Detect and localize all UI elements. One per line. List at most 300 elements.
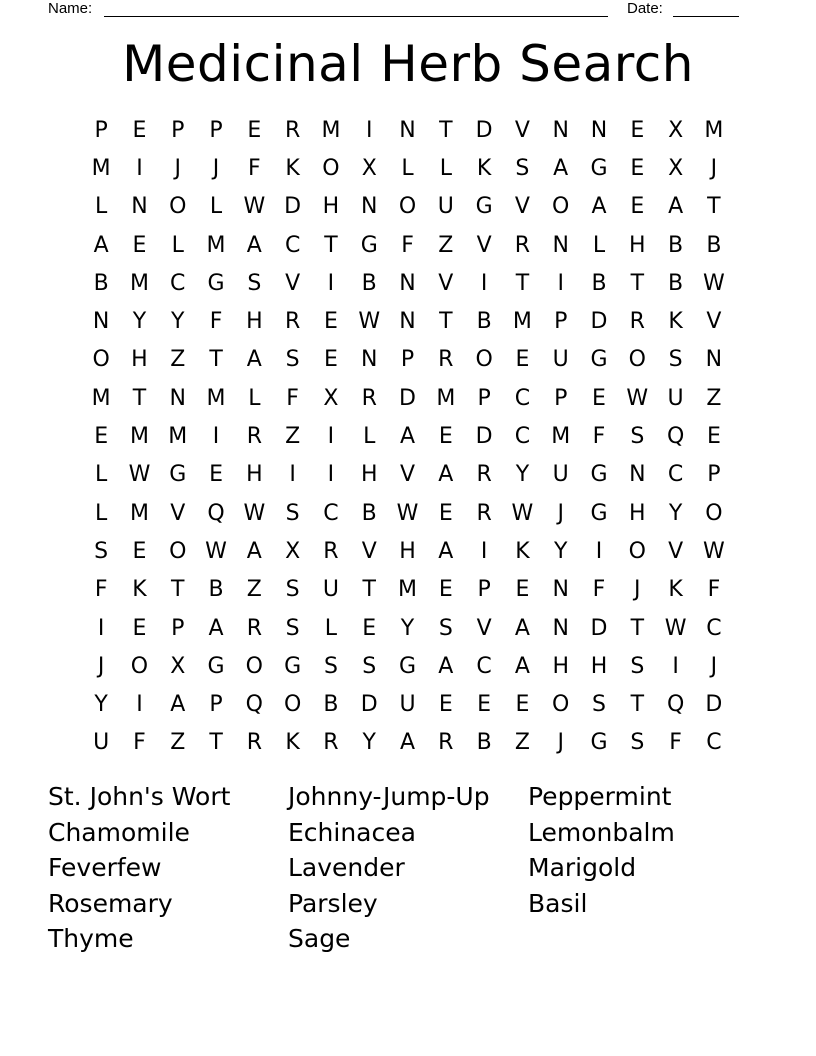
grid-cell[interactable]: T xyxy=(324,232,338,258)
name-field[interactable] xyxy=(104,0,608,17)
grid-cell[interactable]: O xyxy=(628,347,646,373)
grid-cell[interactable]: M xyxy=(129,500,149,526)
grid-cell[interactable]: N xyxy=(169,385,186,411)
grid-cell[interactable]: L xyxy=(401,155,414,181)
grid-cell[interactable]: M xyxy=(398,577,418,603)
grid-cell[interactable]: E xyxy=(132,232,147,258)
grid-cell[interactable]: M xyxy=(129,424,149,450)
grid-cell[interactable]: E xyxy=(247,117,262,143)
grid-cell[interactable]: S xyxy=(438,615,453,641)
grid-cell[interactable]: E xyxy=(94,424,109,450)
grid-cell[interactable]: C xyxy=(514,385,531,411)
grid-cell[interactable]: M xyxy=(168,424,188,450)
grid-cell[interactable]: H xyxy=(629,232,646,258)
grid-cell[interactable]: S xyxy=(94,538,109,564)
grid-cell[interactable]: P xyxy=(554,385,568,411)
grid-cell[interactable]: K xyxy=(668,309,683,335)
grid-cell[interactable]: Z xyxy=(285,424,301,450)
grid-cell[interactable]: M xyxy=(436,385,456,411)
grid-cell[interactable]: A xyxy=(438,538,454,564)
grid-cell[interactable]: Z xyxy=(438,232,454,258)
grid-cell[interactable]: X xyxy=(361,155,377,181)
grid-cell[interactable]: I xyxy=(327,270,335,296)
grid-cell[interactable]: G xyxy=(398,653,417,679)
grid-cell[interactable]: R xyxy=(284,117,301,143)
grid-cell[interactable]: P xyxy=(171,117,185,143)
grid-cell[interactable]: A xyxy=(208,615,224,641)
grid-cell[interactable]: W xyxy=(664,615,687,641)
grid-cell[interactable]: P xyxy=(477,577,491,603)
grid-cell[interactable]: V xyxy=(170,500,186,526)
grid-cell[interactable]: E xyxy=(630,155,645,181)
grid-cell[interactable]: Y xyxy=(171,309,185,335)
grid-cell[interactable]: W xyxy=(358,309,381,335)
grid-cell[interactable]: R xyxy=(476,462,492,488)
grid-cell[interactable]: V xyxy=(706,309,722,335)
grid-cell[interactable]: J xyxy=(97,653,105,679)
grid-cell[interactable]: E xyxy=(515,692,530,718)
grid-cell[interactable]: S xyxy=(362,653,377,679)
grid-cell[interactable]: P xyxy=(400,347,415,373)
grid-cell[interactable]: A xyxy=(246,538,262,564)
grid-cell[interactable]: A xyxy=(170,692,186,718)
grid-cell[interactable]: M xyxy=(91,385,111,411)
grid-cell[interactable]: J xyxy=(710,653,718,679)
grid-cell[interactable]: R xyxy=(514,232,531,258)
grid-cell[interactable]: M xyxy=(704,117,724,143)
grid-cell[interactable]: T xyxy=(439,309,453,335)
grid-cell[interactable]: H xyxy=(590,653,608,679)
grid-cell[interactable]: E xyxy=(209,462,223,488)
grid-cell[interactable]: A xyxy=(246,347,262,373)
grid-cell[interactable]: E xyxy=(132,117,147,143)
grid-cell[interactable]: Y xyxy=(553,538,568,564)
grid-cell[interactable]: G xyxy=(590,730,608,756)
grid-cell[interactable]: M xyxy=(129,270,149,296)
grid-cell[interactable]: A xyxy=(668,194,684,220)
grid-cell[interactable]: Y xyxy=(400,615,415,641)
grid-cell[interactable]: S xyxy=(668,347,683,373)
grid-cell[interactable]: Y xyxy=(515,462,530,488)
grid-cell[interactable]: O xyxy=(628,538,646,564)
grid-cell[interactable]: B xyxy=(208,577,224,603)
grid-cell[interactable]: N xyxy=(552,615,569,641)
grid-cell[interactable]: N xyxy=(399,117,416,143)
grid-cell[interactable]: N xyxy=(399,309,416,335)
grid-cell[interactable]: N xyxy=(590,117,608,143)
grid-cell[interactable]: H xyxy=(399,538,416,564)
grid-cell[interactable]: E xyxy=(438,424,453,450)
grid-cell[interactable]: G xyxy=(590,500,608,526)
grid-cell[interactable]: S xyxy=(247,270,262,296)
grid-cell[interactable]: F xyxy=(133,730,146,756)
grid-cell[interactable]: V xyxy=(514,194,530,220)
grid-cell[interactable]: F xyxy=(94,577,108,603)
grid-cell[interactable]: X xyxy=(323,385,339,411)
grid-cell[interactable]: P xyxy=(209,117,223,143)
grid-cell[interactable]: N xyxy=(360,347,378,373)
grid-cell[interactable]: G xyxy=(590,347,608,373)
grid-cell[interactable]: R xyxy=(476,500,492,526)
grid-cell[interactable]: U xyxy=(552,347,569,373)
grid-cell[interactable]: I xyxy=(212,424,220,450)
grid-cell[interactable]: P xyxy=(707,462,721,488)
grid-cell[interactable]: R xyxy=(629,309,645,335)
grid-cell[interactable]: R xyxy=(361,385,377,411)
grid-cell[interactable]: L xyxy=(171,232,184,258)
grid-cell[interactable]: O xyxy=(283,692,302,718)
grid-cell[interactable]: R xyxy=(323,538,339,564)
grid-cell[interactable]: E xyxy=(438,692,453,718)
grid-cell[interactable]: T xyxy=(209,347,223,373)
grid-cell[interactable]: E xyxy=(630,117,645,143)
grid-cell[interactable]: O xyxy=(245,653,263,679)
grid-cell[interactable]: F xyxy=(669,730,682,756)
grid-cell[interactable]: Y xyxy=(132,309,147,335)
grid-cell[interactable]: C xyxy=(667,462,684,488)
grid-cell[interactable]: S xyxy=(285,500,300,526)
grid-cell[interactable]: O xyxy=(552,692,570,718)
grid-cell[interactable]: I xyxy=(480,538,488,564)
grid-cell[interactable]: A xyxy=(246,232,262,258)
grid-cell[interactable]: Y xyxy=(668,500,683,526)
grid-cell[interactable]: M xyxy=(206,232,226,258)
grid-cell[interactable]: V xyxy=(668,538,684,564)
grid-cell[interactable]: Q xyxy=(666,692,685,718)
grid-cell[interactable]: T xyxy=(439,117,453,143)
grid-cell[interactable]: B xyxy=(361,270,377,296)
grid-cell[interactable]: O xyxy=(130,653,149,679)
grid-cell[interactable]: I xyxy=(672,653,679,679)
grid-cell[interactable]: L xyxy=(592,232,606,258)
grid-cell[interactable]: W xyxy=(243,500,266,526)
grid-cell[interactable]: A xyxy=(553,155,569,181)
grid-cell[interactable]: O xyxy=(322,155,340,181)
grid-cell[interactable]: U xyxy=(322,577,339,603)
grid-cell[interactable]: Y xyxy=(362,730,376,756)
grid-cell[interactable]: N xyxy=(552,232,569,258)
grid-cell[interactable]: E xyxy=(592,385,606,411)
grid-cell[interactable]: C xyxy=(706,615,722,641)
grid-cell[interactable]: I xyxy=(480,270,488,296)
grid-cell[interactable]: X xyxy=(668,117,684,143)
grid-cell[interactable]: T xyxy=(630,692,645,718)
grid-cell[interactable]: F xyxy=(592,424,606,450)
grid-cell[interactable]: R xyxy=(284,309,301,335)
grid-cell[interactable]: B xyxy=(476,730,492,756)
word-list-item: Johnny-Jump-Up xyxy=(288,782,490,811)
grid-cell[interactable]: R xyxy=(438,730,454,756)
grid-cell[interactable]: W xyxy=(703,538,725,564)
grid-cell[interactable]: N xyxy=(399,270,416,296)
grid-cell[interactable]: Z xyxy=(170,730,186,756)
grid-cell[interactable]: G xyxy=(590,155,608,181)
grid-cell[interactable]: A xyxy=(399,424,416,450)
grid-cell[interactable]: H xyxy=(360,462,378,488)
grid-cell[interactable]: S xyxy=(630,424,645,450)
grid-cell[interactable]: M xyxy=(551,424,571,450)
grid-cell[interactable]: H xyxy=(246,462,263,488)
grid-cell[interactable]: E xyxy=(132,538,147,564)
grid-cell[interactable]: K xyxy=(285,730,300,756)
grid-cell[interactable]: W xyxy=(128,462,151,488)
grid-cell[interactable]: L xyxy=(95,194,108,220)
grid-cell[interactable]: O xyxy=(705,500,723,526)
grid-cell[interactable]: O xyxy=(92,347,110,373)
grid-cell[interactable]: J xyxy=(557,500,564,526)
grid-cell[interactable]: W xyxy=(205,538,227,564)
grid-cell[interactable]: S xyxy=(592,692,606,718)
grid-cell[interactable]: P xyxy=(477,385,491,411)
grid-cell[interactable]: I xyxy=(327,462,335,488)
word-list-item: Chamomile xyxy=(48,817,190,847)
grid-cell[interactable]: B xyxy=(706,232,722,258)
grid-cell[interactable]: D xyxy=(360,692,378,718)
word-list-item: Feverfew xyxy=(48,853,162,883)
grid-cell[interactable]: M xyxy=(206,385,226,411)
grid-cell[interactable]: H xyxy=(552,653,569,679)
grid-cell[interactable]: F xyxy=(401,232,414,258)
grid-cell[interactable]: D xyxy=(284,194,302,220)
grid-cell[interactable]: H xyxy=(322,194,340,220)
grid-cell[interactable]: E xyxy=(515,577,530,603)
grid-cell[interactable]: G xyxy=(360,232,378,258)
grid-cell[interactable]: F xyxy=(248,155,261,181)
grid-cell[interactable]: L xyxy=(95,500,108,526)
grid-cell[interactable]: I xyxy=(289,462,296,488)
grid-cell[interactable]: B xyxy=(323,692,339,718)
grid-cell[interactable]: W xyxy=(626,385,649,411)
grid-cell[interactable]: A xyxy=(438,653,454,679)
grid-cell[interactable]: O xyxy=(475,347,493,373)
grid-cell[interactable]: O xyxy=(169,194,187,220)
grid-cell[interactable]: J xyxy=(174,155,181,181)
grid-cell[interactable]: N xyxy=(629,462,646,488)
grid-cell[interactable]: B xyxy=(361,500,377,526)
grid-cell[interactable]: U xyxy=(667,385,684,411)
grid-cell[interactable]: R xyxy=(246,615,262,641)
grid-cell[interactable]: D xyxy=(590,309,608,335)
grid-cell[interactable]: R xyxy=(246,730,262,756)
grid-cell[interactable]: P xyxy=(209,692,223,718)
grid-cell[interactable]: H xyxy=(246,309,263,335)
grid-cell[interactable]: F xyxy=(707,577,721,603)
grid-cell[interactable]: K xyxy=(668,577,683,603)
grid-cell[interactable]: Q xyxy=(666,424,685,450)
grid-cell[interactable]: W xyxy=(511,500,534,526)
grid-cell[interactable]: C xyxy=(170,270,186,296)
grid-cell[interactable]: D xyxy=(475,117,493,143)
grid-cell[interactable]: Z xyxy=(514,730,530,756)
grid-cell[interactable]: X xyxy=(668,155,684,181)
grid-cell[interactable]: O xyxy=(169,538,187,564)
grid-cell[interactable]: V xyxy=(399,462,416,488)
grid-cell[interactable]: Q xyxy=(245,692,263,718)
grid-cell[interactable]: S xyxy=(285,577,300,603)
word-list xyxy=(48,779,768,957)
grid-cell[interactable]: B xyxy=(93,270,109,296)
grid-cell[interactable]: F xyxy=(209,309,223,335)
grid-cell[interactable]: N xyxy=(92,309,110,335)
grid-cell[interactable]: J xyxy=(557,730,564,756)
grid-cell[interactable]: N xyxy=(360,194,378,220)
grid-cell[interactable]: Y xyxy=(94,692,108,718)
grid-cell[interactable]: K xyxy=(476,155,492,181)
grid-cell[interactable]: P xyxy=(94,117,108,143)
grid-cell[interactable]: E xyxy=(477,692,492,718)
grid-cell[interactable]: E xyxy=(323,309,338,335)
grid-cell[interactable]: J xyxy=(212,155,220,181)
grid-cell[interactable]: I xyxy=(365,117,373,143)
grid-cell[interactable]: S xyxy=(285,615,300,641)
grid-cell[interactable]: U xyxy=(437,194,454,220)
grid-cell[interactable]: T xyxy=(630,615,645,641)
grid-cell[interactable]: P xyxy=(171,615,185,641)
grid-cell[interactable]: W xyxy=(243,194,266,220)
grid-cell[interactable]: G xyxy=(169,462,187,488)
grid-cell[interactable]: S xyxy=(515,155,530,181)
grid-cell[interactable]: E xyxy=(515,347,530,373)
grid-cell[interactable]: M xyxy=(512,309,532,335)
grid-cell[interactable]: I xyxy=(136,692,143,718)
grid-cell[interactable]: G xyxy=(207,270,225,296)
grid-cell[interactable]: J xyxy=(710,155,718,181)
grid-cell[interactable]: S xyxy=(323,653,338,679)
grid-cell[interactable]: A xyxy=(93,232,109,258)
grid-cell[interactable]: E xyxy=(323,347,338,373)
grid-cell[interactable]: S xyxy=(630,653,645,679)
grid-cell[interactable]: I xyxy=(97,615,105,641)
grid-cell[interactable]: I xyxy=(557,270,564,296)
grid-cell[interactable]: A xyxy=(514,615,530,641)
grid-cell[interactable]: V xyxy=(514,117,530,143)
grid-cell[interactable]: L xyxy=(248,385,261,411)
date-field[interactable] xyxy=(673,0,739,17)
grid-cell[interactable]: H xyxy=(131,347,148,373)
grid-cell[interactable]: S xyxy=(630,730,645,756)
grid-cell[interactable]: G xyxy=(207,653,225,679)
grid-cell[interactable]: A xyxy=(514,653,530,679)
name-label: Name: xyxy=(48,0,93,17)
grid-cell[interactable]: K xyxy=(132,577,147,603)
grid-cell[interactable]: I xyxy=(136,155,143,181)
grid-cell[interactable]: V xyxy=(361,538,377,564)
grid-cell[interactable]: T xyxy=(362,577,376,603)
grid-cell[interactable]: Z xyxy=(170,347,186,373)
grid-cell[interactable]: D xyxy=(590,615,608,641)
grid-cell[interactable]: D xyxy=(475,424,493,450)
grid-cell[interactable]: R xyxy=(438,347,454,373)
grid-cell[interactable]: A xyxy=(399,730,416,756)
word-list-item: Lemonbalm xyxy=(528,817,675,847)
grid-cell[interactable]: T xyxy=(132,385,147,411)
grid-cell[interactable]: A xyxy=(591,194,607,220)
grid-cell[interactable]: W xyxy=(396,500,419,526)
grid-cell[interactable]: B xyxy=(668,270,684,296)
grid-cell[interactable]: A xyxy=(438,462,454,488)
grid-cell[interactable]: G xyxy=(284,653,302,679)
grid-cell[interactable]: I xyxy=(595,538,603,564)
grid-cell[interactable]: E xyxy=(706,424,721,450)
grid-cell[interactable]: X xyxy=(285,538,301,564)
grid-cell[interactable]: O xyxy=(552,194,570,220)
grid-cell[interactable]: T xyxy=(707,194,721,220)
grid-cell[interactable]: M xyxy=(91,155,111,181)
grid-cell[interactable]: R xyxy=(323,730,339,756)
grid-cell[interactable]: U xyxy=(93,730,110,756)
grid-cell[interactable]: E xyxy=(362,615,377,641)
grid-cell[interactable]: T xyxy=(171,577,185,603)
grid-cell[interactable]: E xyxy=(438,500,453,526)
grid-cell[interactable]: X xyxy=(170,653,186,679)
grid-cell[interactable]: U xyxy=(552,462,569,488)
grid-cell[interactable]: T xyxy=(209,730,223,756)
word-list-item: Thyme xyxy=(48,924,134,954)
grid-cell[interactable]: L xyxy=(95,462,108,488)
grid-cell[interactable]: C xyxy=(514,424,531,450)
grid-cell[interactable]: E xyxy=(630,194,645,220)
grid-cell[interactable]: C xyxy=(706,730,722,756)
grid-cell[interactable]: Q xyxy=(207,500,225,526)
grid-cell[interactable]: V xyxy=(285,270,301,296)
grid-cell[interactable]: P xyxy=(554,309,568,335)
grid-cell[interactable]: M xyxy=(321,117,341,143)
page-title: Medicinal Herb Search xyxy=(122,35,694,93)
grid-cell[interactable]: L xyxy=(363,424,376,450)
grid-cell[interactable]: C xyxy=(323,500,339,526)
grid-cell[interactable]: F xyxy=(592,577,606,603)
grid-cell[interactable]: G xyxy=(475,194,493,220)
grid-cell[interactable]: T xyxy=(515,270,530,296)
grid-cell[interactable]: V xyxy=(438,270,454,296)
grid-cell[interactable]: E xyxy=(438,577,453,603)
grid-cell[interactable]: G xyxy=(590,462,608,488)
grid-cell[interactable]: Z xyxy=(246,577,262,603)
grid-cell[interactable]: W xyxy=(703,270,725,296)
grid-cell[interactable]: C xyxy=(284,232,301,258)
grid-cell[interactable]: D xyxy=(399,385,416,411)
grid-cell[interactable]: T xyxy=(630,270,645,296)
grid-cell[interactable]: I xyxy=(327,424,335,450)
grid-cell[interactable]: C xyxy=(476,653,492,679)
grid-cell[interactable]: J xyxy=(634,577,641,603)
grid-cell[interactable]: K xyxy=(515,538,530,564)
grid-cell[interactable]: E xyxy=(132,615,147,641)
grid-cell[interactable]: B xyxy=(476,309,492,335)
grid-cell[interactable]: D xyxy=(705,692,723,718)
grid-cell[interactable]: U xyxy=(399,692,416,718)
grid-cell[interactable]: B xyxy=(591,270,607,296)
grid-cell[interactable]: B xyxy=(668,232,684,258)
grid-cell[interactable]: N xyxy=(552,117,569,143)
grid-cell[interactable]: R xyxy=(246,424,262,450)
grid-cell[interactable]: O xyxy=(398,194,417,220)
grid-cell[interactable]: N xyxy=(131,194,148,220)
grid-cell[interactable]: L xyxy=(439,155,452,181)
grid-cell[interactable]: F xyxy=(286,385,299,411)
word-list-item: Basil xyxy=(528,888,588,918)
grid-cell[interactable]: S xyxy=(285,347,300,373)
grid-cell[interactable]: L xyxy=(209,194,223,220)
grid-cell[interactable]: H xyxy=(629,500,646,526)
grid-cell[interactable]: N xyxy=(552,577,569,603)
grid-cell[interactable]: L xyxy=(324,615,338,641)
grid-cell[interactable]: V xyxy=(476,232,492,258)
grid-cell[interactable]: V xyxy=(476,615,492,641)
grid-cell[interactable]: K xyxy=(285,155,300,181)
grid-cell[interactable]: Z xyxy=(706,385,722,411)
grid-cell[interactable]: N xyxy=(705,347,723,373)
